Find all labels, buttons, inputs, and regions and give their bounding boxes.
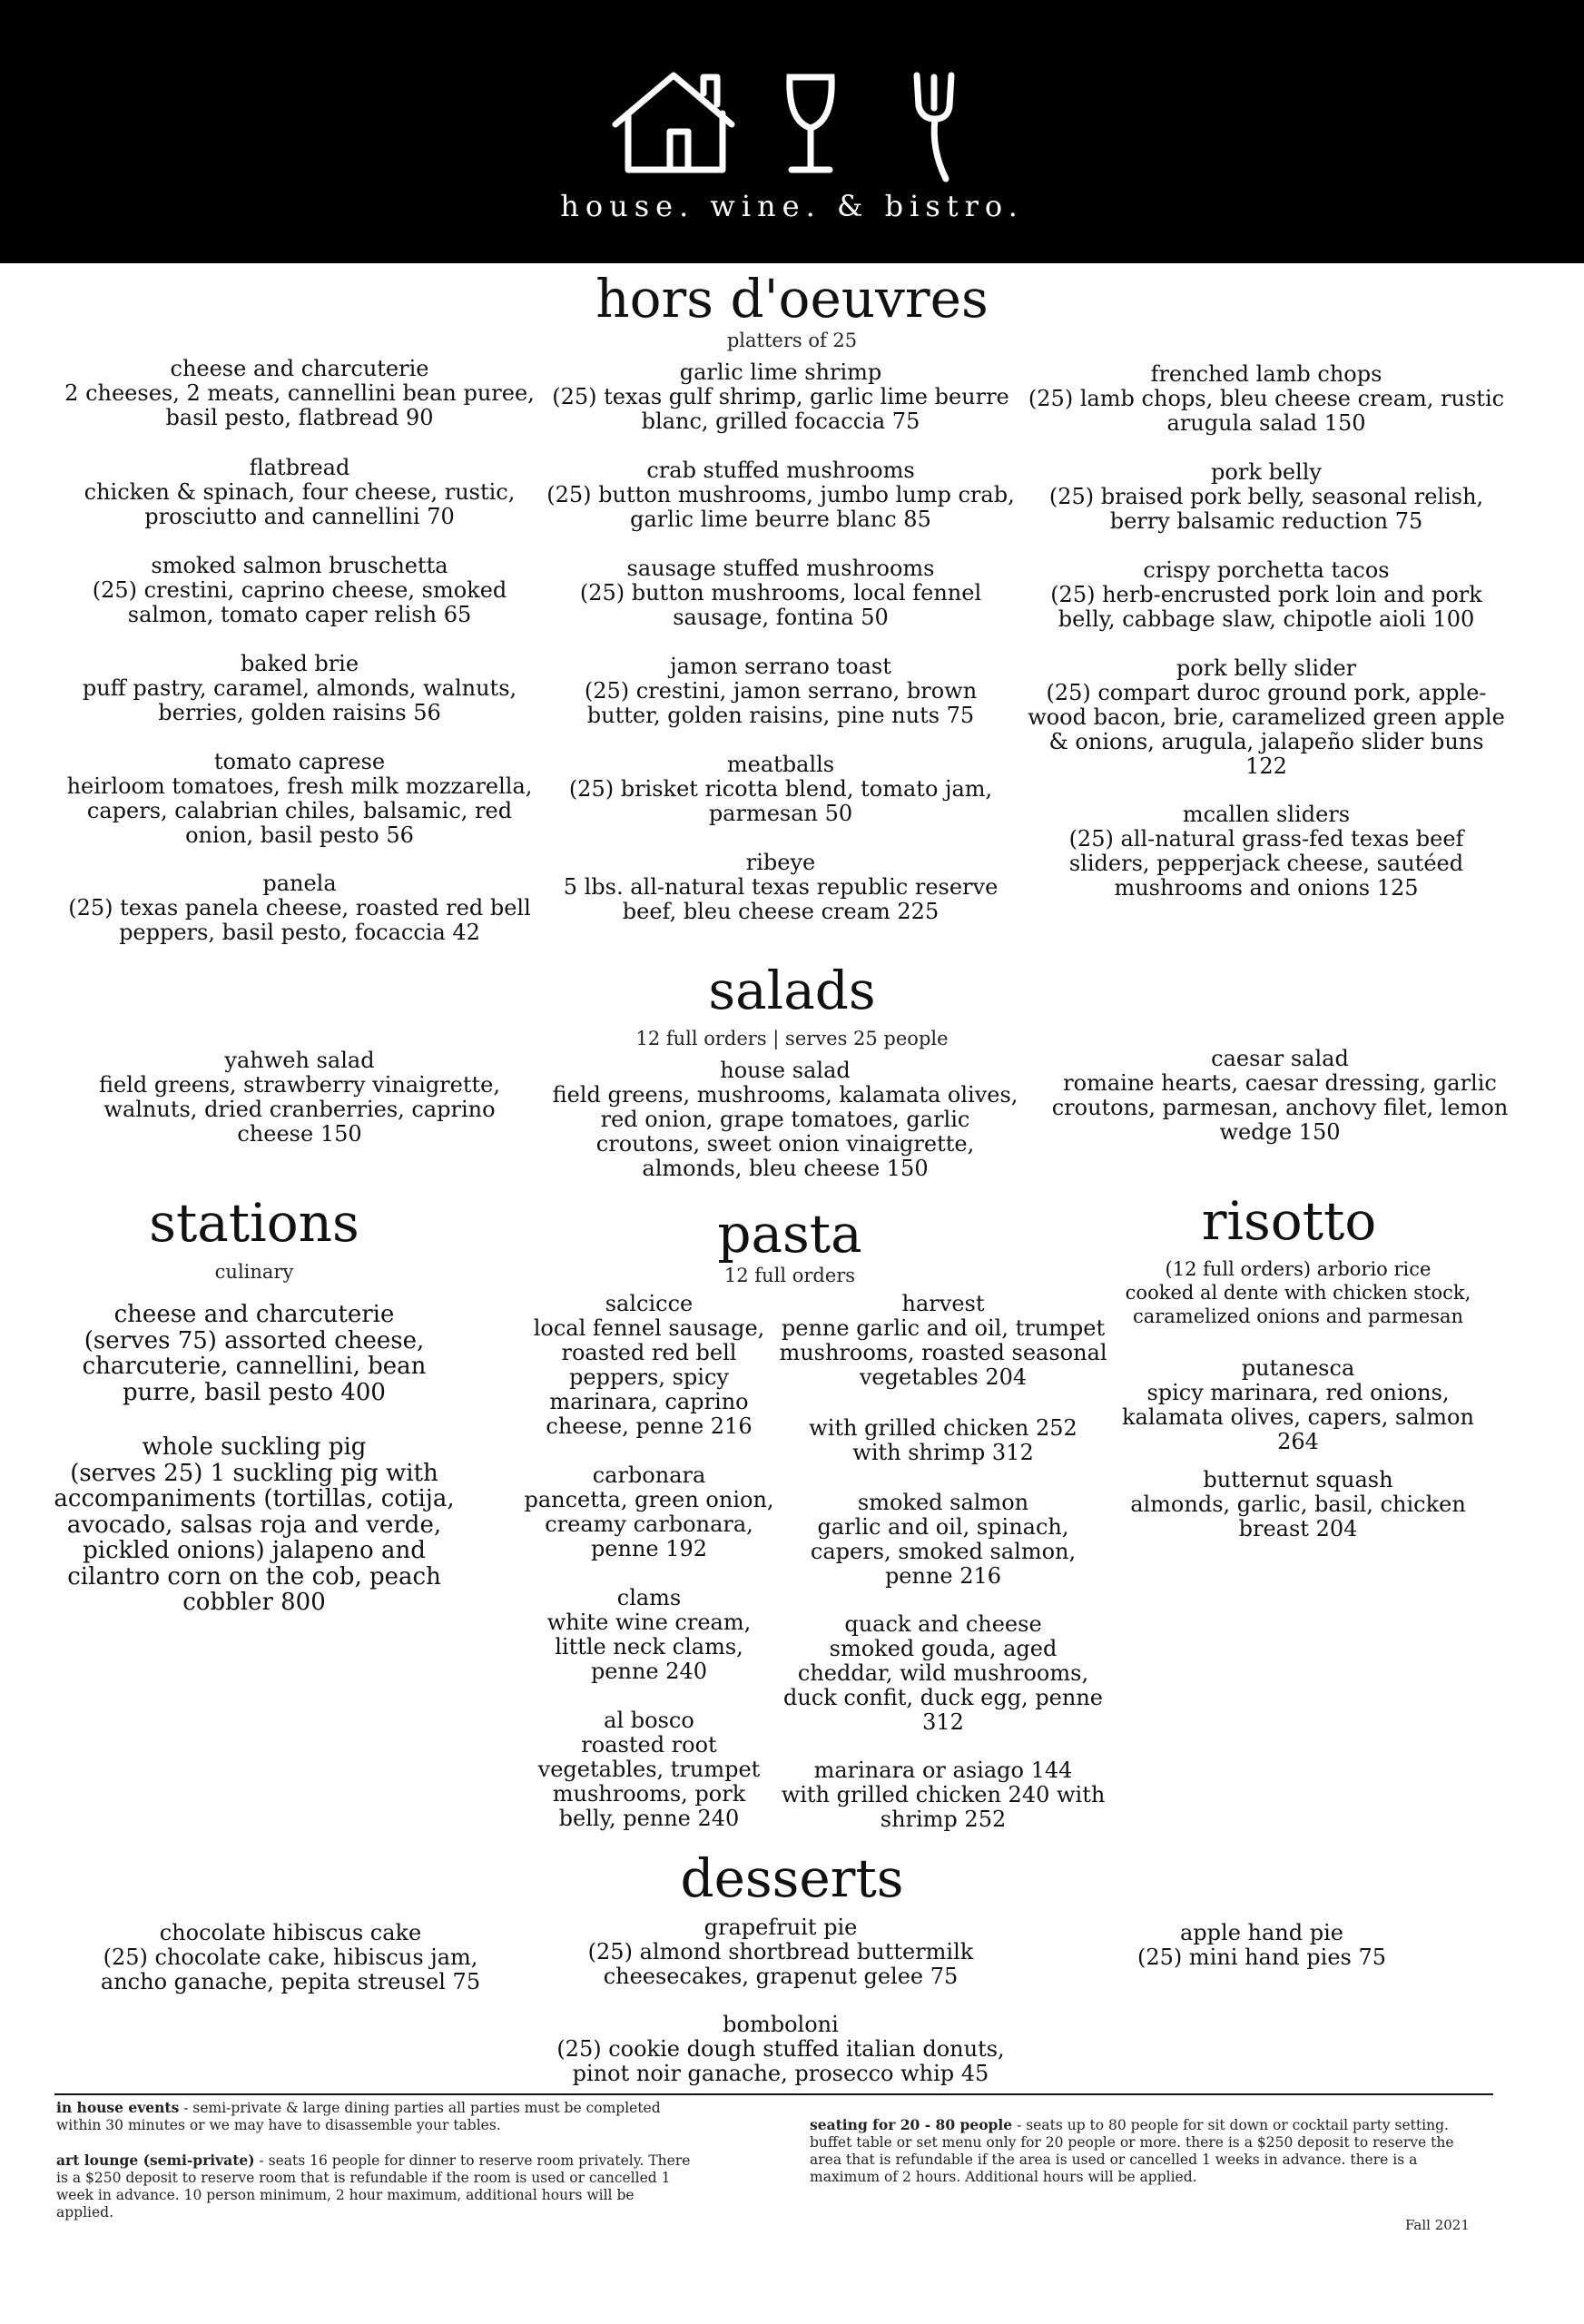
menu-item: crispy porchetta tacos (25) herb-encrusted pork loin and pork belly, cabbage slaw, chipotle aioli 100 (1050, 557, 1482, 632)
pasta-subtitle: 12 full orders (723, 1265, 856, 1286)
footer-divider (54, 2093, 1493, 2095)
menu-item: salcicce local fennel sausage, roasted red bell peppers, spicy marinara, caprino cheese, penne 216 (533, 1291, 765, 1439)
menu-item: pork belly slider (25) compart duroc ground pork, apple-wood bacon, brie, caramelized green apple & onions, arugula, jalapeño slider buns 122 (1028, 655, 1505, 779)
hors-doeuvres-subtitle: platters of 25 (726, 330, 858, 351)
menu-item: ribeye 5 lbs. all-natural texas republic reserve beef, bleu cheese cream 225 (563, 850, 999, 924)
stations-heading: stations (149, 1192, 359, 1254)
menu-item: al bosco roasted root vegetables, trumpet mushrooms, pork belly, penne 240 (537, 1708, 761, 1831)
menu-item: crab stuffed mushrooms (25) button mushrooms, jumbo lump crab, garlic lime beurre blanc 85 (546, 458, 1015, 532)
in-house-events-note: in house events - semi-private & large dining parties all parties must be completed within 30 minutes or we may have to disassemble your tables. (56, 2099, 661, 2133)
menu-item: chocolate hibiscus cake (25) chocolate cake, hibiscus jam, ancho ganache, pepita streusel 75 (100, 1920, 481, 1994)
menu-item: smoked salmon garlic and oil, spinach, capers, smoked salmon, penne 216 (810, 1490, 1077, 1589)
menu-item: smoked salmon bruschetta (25) crestini, caprino cheese, smoked salmon, tomato caper relish 65 (92, 553, 507, 627)
fork-icon (917, 75, 951, 179)
menu-item: whole suckling pig (serves 25) 1 suckling pig with accompaniments (tortillas, cotija, avocado, salsas roja and verde, pickled onions) jalapeno and cilantro corn on the cob, peach cobbler 800 (54, 1433, 455, 1616)
menu-item: (12 full orders) arborio rice cooked al dente with chicken stock, caramelized onions and parmesan (1125, 1258, 1471, 1327)
house-icon (615, 75, 732, 170)
pasta-heading: pasta (717, 1203, 862, 1265)
menu-item: pork belly (25) braised pork belly, seasonal relish, berry balsamic reduction 75 (1048, 459, 1484, 534)
menu-item: caesar salad romaine hearts, caesar dressing, garlic croutons, parmesan, anchovy filet, lemon wedge 150 (1051, 1046, 1509, 1145)
menu-item: cheese and charcuterie (serves 75) assorted cheese, charcuterie, cannellini, bean purre, basil pesto 400 (82, 1301, 427, 1406)
wine-glass-icon (790, 77, 831, 170)
salads-subtitle: 12 full orders | serves 25 people (635, 1028, 949, 1049)
menu-item: sausage stuffed mushrooms (25) button mushrooms, local fennel sausage, fontina 50 (579, 556, 982, 630)
menu-item: clams white wine cream, little neck clams, penne 240 (546, 1585, 752, 1684)
menu-item: with grilled chicken 252 with shrimp 312 (809, 1415, 1077, 1465)
menu-item: panela (25) texas panela cheese, roasted red bell peppers, basil pesto, focaccia 42 (68, 871, 531, 945)
menu-item: tomato caprese heirloom tomatoes, fresh milk mozzarella, capers, calabrian chiles, balsamic, red onion, basil pesto 56 (66, 749, 533, 848)
menu-item: cheese and charcuterie 2 cheeses, 2 meats, cannellini bean puree, basil pesto, flatbread 90 (64, 356, 535, 430)
menu-item: bomboloni (25) cookie dough stuffed italian donuts, pinot noir ganache, prosecco whip 45 (556, 2012, 1005, 2086)
menu-item: baked brie puff pastry, caramel, almonds, walnuts, berries, golden raisins 56 (82, 651, 517, 725)
desserts-heading: desserts (680, 1847, 904, 1909)
risotto-heading: risotto (1201, 1190, 1377, 1252)
menu-item: flatbread chicken & spinach, four cheese, rustic, prosciutto and cannellini 70 (84, 455, 516, 529)
logo-icons (0, 68, 1584, 186)
menu-item: harvest penne garlic and oil, trumpet mushrooms, roasted seasonal vegetables 204 (779, 1291, 1107, 1390)
seating-note: seating for 20 - 80 people - seats up to 80 people for sit down or cocktail party setting. buffet table or set menu only for 20 people or more. there is a $250 deposit to reserve the area that is refundable if the area is used or cancelled 1 weeks in advance. there is a maximum of 2 hours. Additional hours will be applied. (810, 2116, 1454, 2185)
menu-item: meatballs (25) brisket ricotta blend, tomato jam, parmesan 50 (568, 752, 993, 826)
menu-item: marinara or asiago 144 with grilled chicken 240 with shrimp 252 (781, 1758, 1106, 1832)
menu-item: garlic lime shrimp (25) texas gulf shrimp, garlic lime beurre blanc, grilled focaccia 75 (552, 359, 1009, 434)
menu-item: frenched lamb chops (25) lamb chops, bleu cheese cream, rustic arugula salad 150 (1028, 361, 1505, 436)
menu-item: mcallen sliders (25) all-natural grass-fed texas beef sliders, pepperjack cheese, sautéed mushrooms and onions 125 (1068, 802, 1464, 901)
menu-item: apple hand pie (25) mini hand pies 75 (1136, 1920, 1387, 1970)
menu-item: yahweh salad field greens, strawberry vinaigrette, walnuts, dried cranberries, caprino cheese 150 (99, 1048, 500, 1147)
menu-item: carbonara pancetta, green onion, creamy carbonara, penne 192 (524, 1462, 774, 1561)
menu-item: jamon serrano toast (25) crestini, jamon serrano, brown butter, golden raisins, pine nuts 75 (584, 654, 978, 728)
stations-subtitle: culinary (214, 1261, 294, 1283)
salads-heading: salads (708, 960, 876, 1021)
menu-item: house salad field greens, mushrooms, kalamata olives, red onion, grape tomatoes, garlic croutons, sweet onion vinaigrette, almonds, bleu cheese 150 (552, 1058, 1018, 1181)
menu-item: quack and cheese smoked gouda, aged cheddar, wild mushrooms, duck confit, duck egg, penne 312 (783, 1611, 1103, 1735)
brand-name: house. wine. & bistro. (560, 189, 1024, 223)
header-banner (0, 0, 1584, 263)
season-label: Fall 2021 (1405, 2217, 1470, 2233)
menu-item: putanesca spicy marinara, red onions, kalamata olives, capers, salmon 264 (1122, 1355, 1474, 1454)
hors-doeuvres-heading: hors d'oeuvres (595, 268, 989, 330)
art-lounge-note: art lounge (semi-private) - seats 16 people for dinner to reserve room privately. There is a $250 deposit to reserve room that is refundable if the room is used or cancelled 1 week in advance. 10 person minimum, 2 hour maximum, additional hours will be applied. (56, 2152, 691, 2221)
menu-item: grapefruit pie (25) almond shortbread buttermilk cheesecakes, grapenut gelee 75 (587, 1915, 974, 1989)
menu-item: butternut squash almonds, garlic, basil, chicken breast 204 (1130, 1467, 1466, 1541)
